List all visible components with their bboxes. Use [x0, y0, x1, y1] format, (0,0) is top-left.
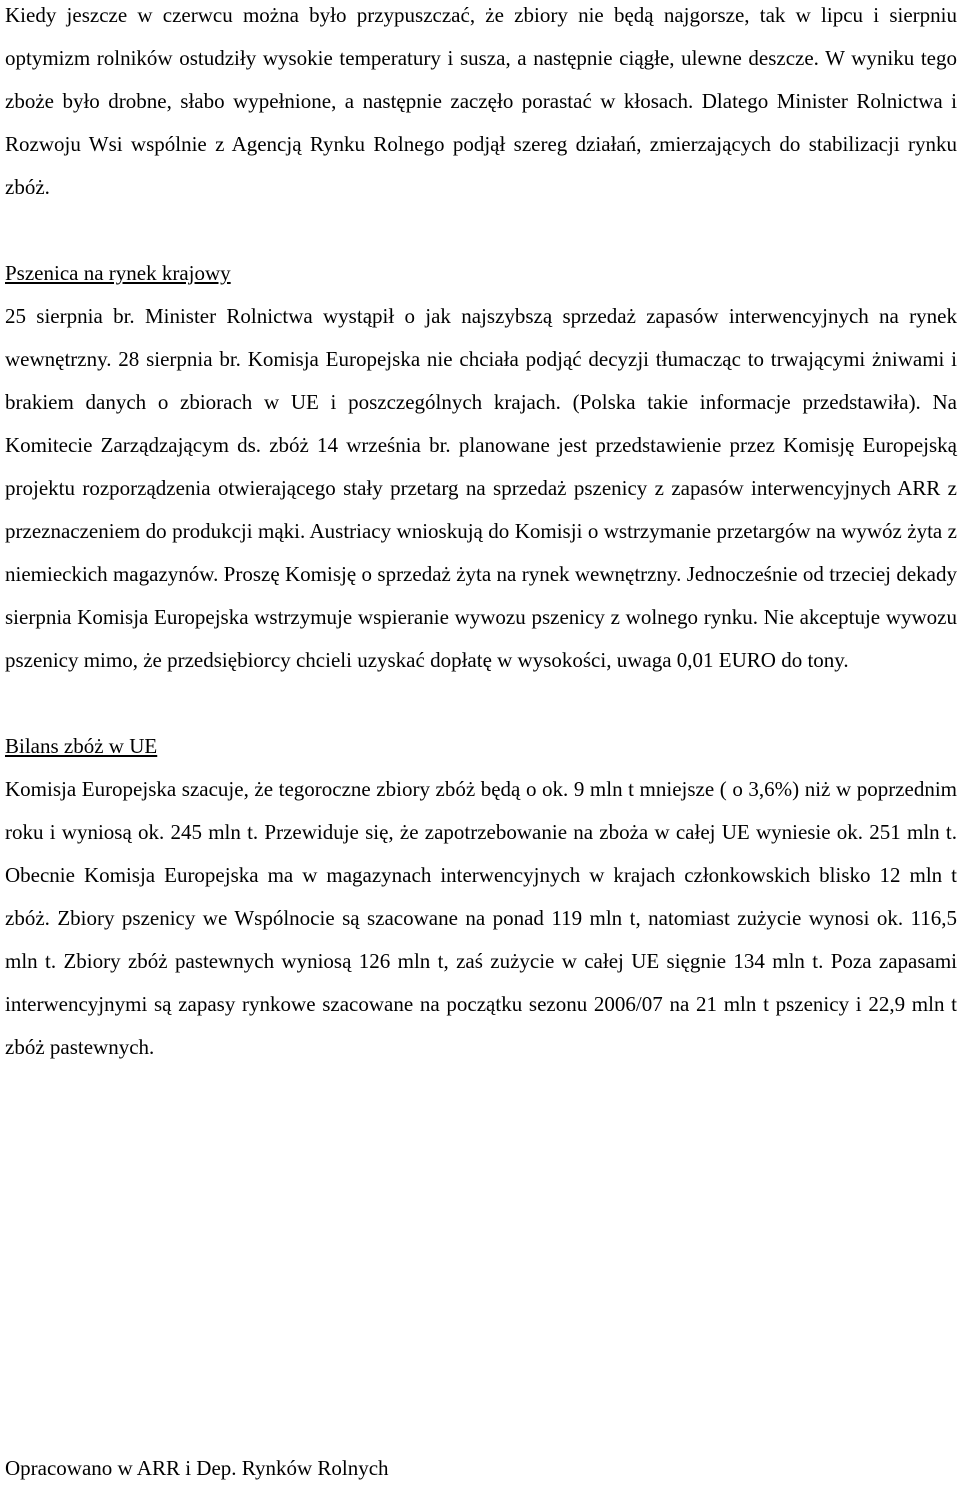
wheat-paragraph: 25 sierpnia br. Minister Rolnictwa wystąpił o jak najszybszą sprzedaż zapasów interwencyjnych na rynek wewnętrzny. 28 sierpnia br. Komisja Europejska nie chciała podjąć decyzji tłumacząc to trwającymi żniwami i brakiem danych o zbiorach w UE i poszczególnych krajach. (Polska takie informacje przedstawiła). Na Komitecie Zarządzającym ds. zbóż 14 września br. planowane jest przedstawienie przez Komisję Europejską projektu rozporządzenia otwierającego stały przetarg na sprzedaż pszenicy z zapasów interwencyjnych ARR z przeznaczeniem do produkcji mąki. Austriacy wnioskują do Komisji o wstrzymanie przetargów na wywóz żyta z niemieckich magazynów. Proszę Komisję o sprzedaż żyta na rynek wewnętrzny. Jednocześnie od trzeciej dekady sierpnia Komisja Europejska wstrzymuje wspieranie wywozu pszenicy z wolnego rynku. Nie akceptuje wywozu pszenicy mimo, że przedsiębiorcy chcieli uzyskać dopłatę w wysokości, uwaga 0,01 EURO do tony. — [5, 304, 957, 672]
spacer — [5, 682, 957, 725]
balance-paragraph: Komisja Europejska szacuje, że tegoroczne zbiory zbóż będą o ok. 9 mln t mniejsze ( o 3,6%) niż w poprzednim roku i wyniosą ok. 245 mln t. Przewiduje się, że zapotrzebowanie na zboża w całej UE wyniesie ok. 251 mln t. Obecnie Komisja Europejska ma w magazynach interwencyjnych w krajach członkowskich blisko 12 mln t zbóż. Zbiory pszenicy we Wspólnocie są szacowane na ponad 119 mln t, natomiast zużycie wynosi ok. 116,5 mln t. Zbiory zbóż pastewnych wyniosą 126 mln t, zaś zużycie w całej UE sięgnie 134 mln t. Poza zapasami interwencyjnymi są zapasy rynkowe szacowane na początku sezonu 2006/07 na 21 mln t pszenicy i 22,9 mln t zbóż pastewnych. — [5, 777, 957, 1059]
spacer — [5, 209, 957, 252]
section-heading-balance: Bilans zbóż w UE — [5, 734, 158, 758]
intro-paragraph: Kiedy jeszcze w czerwcu można było przypuszczać, że zbiory nie będą najgorsze, tak w lipcu i sierpniu optymizm rolników ostudziły wysokie temperatury i susza, a następnie ciągłe, ulewne deszcze. W wyniku tego zboże było drobne, słabo wypełnione, a następnie zaczęło porastać w kłosach. Dlatego Minister Rolnictwa i Rozwoju Wsi wspólnie z Agencją Rynku Rolnego podjął szereg działań, zmierzających do stabilizacji rynku zbóż. — [5, 3, 957, 199]
footer-note: Opracowano w ARR i Dep. Rynków Rolnych — [5, 1456, 389, 1480]
document-body — [5, 0, 957, 1069]
section-heading-wheat: Pszenica na rynek krajowy — [5, 261, 231, 285]
